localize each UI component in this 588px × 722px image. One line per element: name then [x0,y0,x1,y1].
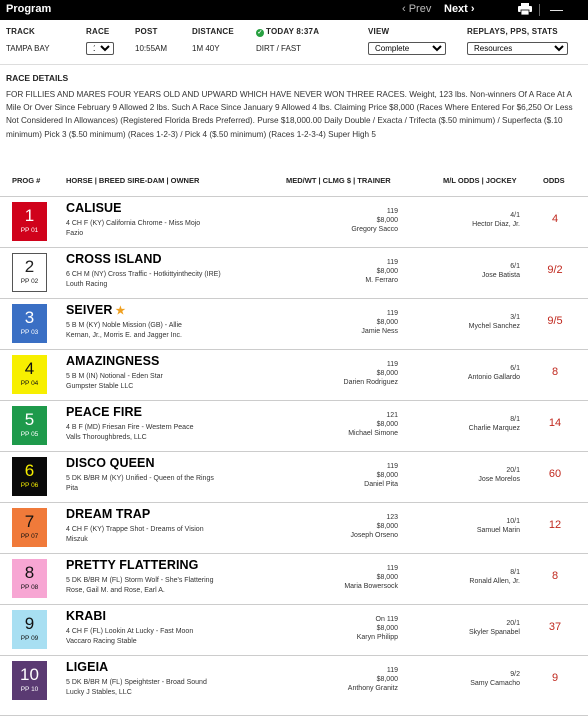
horse-info [66,627,266,647]
post-position: PP 02 [20,278,39,285]
horse-name-text: DISCO QUEEN [66,456,155,470]
horse-name[interactable] [66,405,142,419]
claiming-price: $8,000 [376,523,398,530]
distance-value: 1M 40Y [192,44,220,53]
trainer: Maria Bowersock [344,583,398,590]
jockey: Samuel Marin [476,527,520,534]
weight: 123 [386,514,398,521]
morning-line-odds: 8/1 [510,569,520,576]
entry-row[interactable] [0,400,588,452]
post-position: PP 03 [20,329,39,336]
claiming-price: $8,000 [376,421,398,428]
breed-sire-dam: 4 CH F (KY) Trappe Shot - Dreams of Vision [66,526,204,533]
weight: 119 [386,310,398,317]
program-number-badge [12,661,47,700]
trainer: Michael Simone [348,430,398,437]
toolbar-separator [539,4,540,16]
entry-row[interactable] [0,247,588,299]
morning-line-odds: 9/2 [510,671,520,678]
morning-line-odds: 20/1 [506,467,520,474]
weight: 119 [386,208,398,215]
post-position: PP 04 [20,380,39,387]
horse-name-text: DREAM TRAP [66,507,151,521]
horse-info [66,525,266,545]
col-horse: HORSE | BREED SIRE-DAM | OWNER [66,176,200,185]
check-circle-icon: ✓ [257,30,263,36]
morning-line-odds: 6/1 [510,263,520,270]
horse-info [66,372,266,392]
breed-sire-dam: 5 DK B/BR M (KY) Unified - Queen of the Rings [66,475,214,482]
med-wt-block [364,462,398,489]
resources-select[interactable] [467,42,568,55]
program-number: 5 [24,410,35,429]
track-label: TRACK [6,27,35,36]
filters-divider [0,64,588,65]
morning-line-odds: 6/1 [510,365,520,372]
col-odds: ODDS [543,176,565,185]
horse-name-text: LIGEIA [66,660,109,674]
live-odds: 12 [548,519,562,531]
program-number: 3 [24,308,35,327]
claiming-price: $8,000 [376,319,398,326]
horse-name[interactable] [66,660,108,674]
owner: Lucky J Stables, LLC [66,689,132,696]
program-number-badge [12,457,47,496]
breed-sire-dam: 5 DK B/BR M (FL) Speightster - Broad Sound [66,679,207,686]
live-odds: 9/2 [547,264,563,276]
collapse-icon[interactable]: — [550,2,563,17]
horse-name[interactable] [66,507,150,521]
trainer: Anthony Granitz [347,685,398,692]
horse-name[interactable] [66,558,199,572]
ml-block [469,415,520,433]
program-number: 2 [24,257,35,276]
jockey: Hector Diaz, Jr. [472,221,520,228]
breed-sire-dam: 4 CH F (KY) California Chrome - Miss Mojo [66,220,201,227]
horse-name[interactable] [66,456,155,470]
live-odds: 9/5 [547,315,563,327]
post-position: PP 09 [20,635,39,642]
claiming-price: $8,000 [376,268,398,275]
printer-icon[interactable] [518,3,532,15]
program-number: 10 [20,665,39,684]
live-odds: 9 [551,672,559,684]
program-number: 1 [24,206,35,225]
entry-row[interactable] [0,655,588,707]
program-title: Program [6,3,52,15]
breed-sire-dam: 5 B M (KY) Noble Mission (GB) - Allie [66,322,182,329]
view-select[interactable] [368,42,446,55]
entry-row[interactable] [0,451,588,503]
live-odds: 8 [551,366,559,378]
jockey: Jose Batista [481,272,520,279]
horse-name-text: SEIVER [66,303,113,317]
breed-sire-dam: 4 CH F (FL) Lookin At Lucky - Fast Moon [66,628,194,635]
track-value: TAMPA BAY [6,44,50,53]
program-number: 7 [24,512,35,531]
entry-row[interactable] [0,553,588,605]
ml-block [482,262,520,280]
horse-name[interactable] [66,354,159,368]
breed-sire-dam: 5 B M (IN) Notional - Eden Star [66,373,163,380]
ml-block [469,619,520,637]
owner: Valls Thoroughbreds, LLC [66,434,147,441]
horse-info [66,270,266,290]
morning-line-odds: 10/1 [506,518,520,525]
program-number-badge [12,406,47,445]
program-number-badge [12,202,47,241]
horse-name[interactable] [66,609,106,623]
horse-info [66,576,266,596]
post-time: 10:55AM [135,44,168,53]
post-position: PP 06 [20,482,39,489]
weight: 119 [386,667,398,674]
race-details-title: RACE DETAILS [6,73,69,83]
live-odds: 8 [551,570,559,582]
owner: Gumpster Stable LLC [66,383,134,390]
horse-name[interactable] [66,303,125,317]
today-text: TODAY 8:37A [266,27,320,36]
claiming-price: $8,000 [376,574,398,581]
jockey: Antonio Gallardo [467,374,520,381]
jockey: Mychel Sanchez [468,323,520,330]
claiming-price: $8,000 [376,625,398,632]
list-bottom-border [0,715,588,716]
program-number-badge [12,304,47,343]
live-odds: 14 [548,417,562,429]
entry-row[interactable] [0,298,588,350]
race-select[interactable] [86,42,114,55]
today-label [256,27,319,37]
weight: 119 [386,565,398,572]
med-wt-block [361,309,398,336]
next-race-link[interactable]: Next › [444,3,475,15]
col-prog: PROG # [12,176,41,185]
post-position: PP 08 [20,584,39,591]
horse-info [66,678,266,698]
horse-name-text: AMAZINGNESS [66,354,160,368]
horse-name[interactable] [66,201,122,215]
replays-label: REPLAYS, PPS, STATS [467,27,558,36]
post-label: POST [135,27,158,36]
entry-row[interactable] [0,349,588,401]
breed-sire-dam: 5 DK B/BR M (FL) Storm Wolf - She's Flattering [66,577,214,584]
prev-race-link[interactable]: ‹ Prev [402,3,432,15]
claiming-price: $8,000 [376,472,398,479]
ml-block [469,568,520,586]
horse-name-text: PEACE FIRE [66,405,143,419]
trainer: M. Ferraro [365,277,398,284]
morning-line-odds: 3/1 [510,314,520,321]
claiming-price: $8,000 [376,676,398,683]
horse-name-text: CALISUE [66,201,122,215]
owner: Miszuk [66,536,88,543]
owner: Pita [66,485,79,492]
live-odds: 60 [548,468,562,480]
entry-row[interactable] [0,196,588,248]
surface-condition: DIRT / FAST [256,44,302,53]
ml-block [470,670,520,688]
morning-line-odds: 4/1 [510,212,520,219]
trainer: Daniel Pita [364,481,398,488]
post-position: PP 05 [20,431,39,438]
program-number-badge [12,355,47,394]
view-label: VIEW [368,27,390,36]
distance-label: DISTANCE [192,27,234,36]
program-number: 6 [24,461,35,480]
program-number: 9 [24,614,35,633]
jockey: Samy Camacho [470,680,520,687]
horse-name-text: KRABI [66,609,107,623]
med-wt-block [344,564,398,591]
med-wt-block [357,615,398,642]
program-number-badge [12,508,47,547]
med-wt-block [351,207,398,234]
ml-block [469,313,520,331]
jockey: Ronald Allen, Jr. [469,578,520,585]
weight: On 119 [375,616,398,623]
trainer: Jamie Ness [361,328,398,335]
program-number-badge [12,559,47,598]
med-wt-block [365,258,398,285]
horse-info [66,423,266,443]
weight: 119 [386,259,398,266]
program-number: 8 [24,563,35,582]
col-ml-odds: M/L ODDS | JOCKEY [443,176,517,185]
post-position: PP 07 [20,533,39,540]
claiming-price: $8,000 [376,217,398,224]
jockey: Charlie Marquez [468,425,520,432]
star-icon: ★ [115,305,126,317]
med-wt-block [344,360,398,387]
live-odds: 4 [551,213,559,225]
horse-info [66,474,266,494]
med-wt-block [351,513,398,540]
breed-sire-dam: 4 B F (MD) Friesan Fire - Western Peace [66,424,194,431]
entry-row[interactable] [0,604,588,656]
morning-line-odds: 20/1 [506,620,520,627]
horse-info [66,219,266,239]
claiming-price: $8,000 [376,370,398,377]
owner: Vaccaro Racing Stable [66,638,137,645]
jockey: Skyler Spanabel [469,629,520,636]
weight: 119 [386,463,398,470]
post-position: PP 10 [20,686,39,693]
jockey: Jose Morelos [478,476,520,483]
trainer: Gregory Sacco [351,226,398,233]
morning-line-odds: 8/1 [510,416,520,423]
med-wt-block [348,666,398,693]
horse-name-text: PRETTY FLATTERING [66,558,199,572]
weight: 121 [386,412,398,419]
race-label: RACE [86,27,110,36]
breed-sire-dam: 6 CH M (NY) Cross Traffic - Hotkittyinthecity (IRE) [66,271,221,278]
trainer: Joseph Orseno [350,532,398,539]
owner: Rose, Gail M. and Rose, Earl A. [66,587,165,594]
owner: Louth Racing [66,281,108,288]
ml-block [472,211,520,229]
ml-block [468,364,520,382]
trainer: Karyn Philipp [356,634,398,641]
weight: 119 [386,361,398,368]
horse-name-text: CROSS ISLAND [66,252,162,266]
col-med: MED/WT | CLMG $ | TRAINER [286,176,391,185]
program-number-badge [12,253,47,292]
horse-name[interactable] [66,252,162,266]
post-position: PP 01 [20,227,39,234]
ml-block [478,466,520,484]
program-number: 4 [24,359,35,378]
program-number-badge [12,610,47,649]
owner: Kernan, Jr., Morris E. and Jagger Inc. [66,332,182,339]
live-odds: 37 [548,621,562,633]
entry-row[interactable] [0,502,588,554]
med-wt-block [348,411,398,438]
owner: Fazio [66,230,84,237]
horse-info [66,321,266,341]
ml-block [477,517,520,535]
race-details-text: FOR FILLIES AND MARES FOUR YEARS OLD AND UPWARD WHICH HAVE NEVER WON THREE RACES. Weight, 123 lbs. Non-winners Of A Race At A Mile Or Over Since February 9 Allowed 2 lbs. Such A Race Since January 9 Allowed 4 lbs. Claiming Price $8,000 (Races Where Entered For $6,250 Or Less Not Considered In Allowances) (Registered Florida Breds Preferred). Purse $18,000.00 Daily Double / Exacta / Trifecta ($.50 minimum) / Superfecta ($.10 minimum) Pick 3 ($.50 minimum) (Races 1-2-3) / Pick 4 ($.50 minimum) (Races 1-2-3-4) Super High 5 [6,90,573,139]
program-header-bar [0,0,588,20]
trainer: Darien Rodriguez [343,379,398,386]
